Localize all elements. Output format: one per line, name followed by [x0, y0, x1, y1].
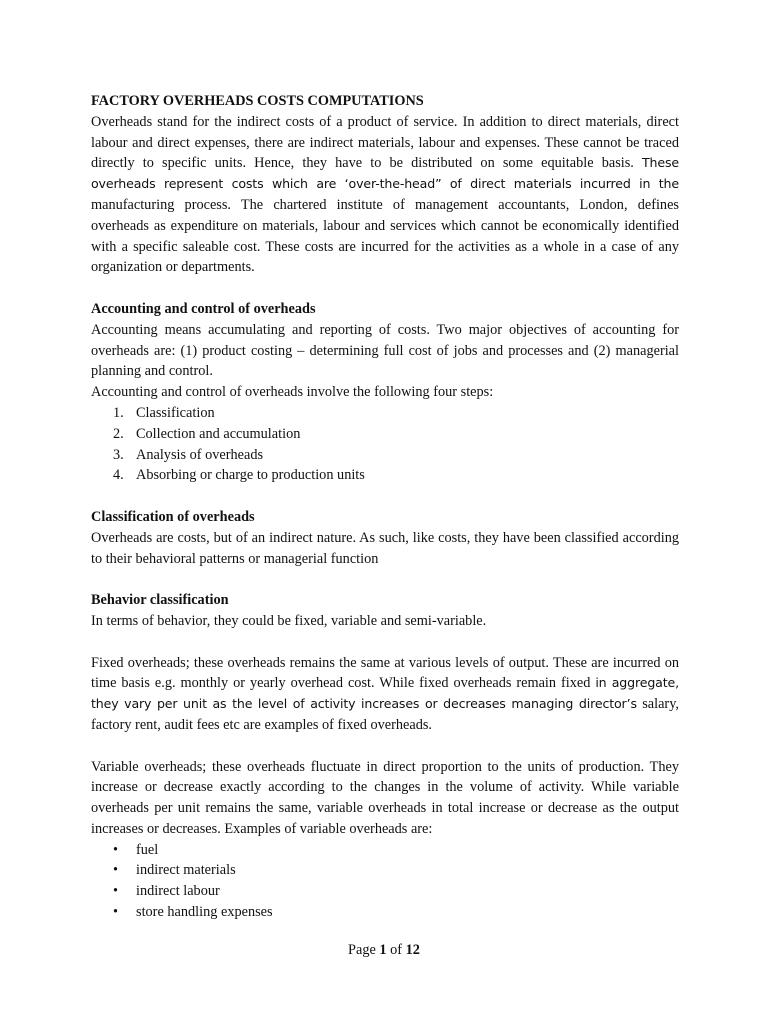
intro-text-3: manufacturing process. The chartered institute of management accountants, London, defines overheads as expenditure on materials, labour and services which cannot be economically identified with a specific saleable cost. These costs are incurred for the activities as a whole in a case of any organization or departments.	[91, 196, 679, 276]
bullet-icon: •	[113, 862, 119, 879]
intro-text-1: Overheads stand for the indirect costs of a product of service. In addition to direct materials, direct labour and direct expenses, there are indirect materials, labour and expenses. These cannot be traced directly to specific units. Hence, they have to be distributed on some equitable basis.	[91, 113, 679, 172]
accounting-paragraph: Accounting means accumulating and reporting of costs. Two major objectives of accounting for overheads are: (1) product costing – determining full cost of jobs and processes and (2) managerial planning and control.	[91, 321, 679, 380]
intro-text-2: These overheads represent costs which are ‘over-the-head” of direct materials incurred in the	[91, 155, 679, 192]
variable-examples-list	[91, 840, 679, 923]
fixed-text-1: Fixed overheads; these overheads remains the same at various levels of output. These are incurred on time basis e.g. monthly or yearly overhead cost. While fixed overheads remain fixed	[91, 654, 679, 692]
list-item: 2. Collection and accumulation	[113, 425, 301, 442]
classification-heading: Classification of overheads	[91, 508, 255, 525]
list-item: • store handling expenses	[91, 902, 679, 923]
classification-paragraph: Overheads are costs, but of an indirect nature. As such, like costs, they have been classified according to their behavioral patterns or managerial function	[91, 529, 679, 567]
behavior-paragraph: In terms of behavior, they could be fixed, variable and semi-variable.	[91, 612, 487, 629]
intro-paragraph	[91, 112, 679, 278]
fixed-text-2: in aggregate, they vary per unit as the level of activity increases or decreases managing director’s	[91, 675, 679, 712]
list-item: 4. Absorbing or charge to production units	[113, 467, 365, 484]
accounting-steps-intro: Accounting and control of overheads involve the following four steps:	[91, 384, 494, 401]
behavior-heading: Behavior classification	[91, 592, 229, 609]
list-item: • fuel	[91, 840, 679, 861]
variable-overheads-paragraph: Variable overheads; these overheads fluctuate in direct proportion to the units of production. They increase or decrease exactly according to the changes in the volume of activity. While variable overheads per unit remains the same, variable overheads in total increase or decrease as the output increases or decreases. Examples of variable overheads are:	[91, 758, 679, 837]
accounting-heading: Accounting and control of overheads	[91, 300, 316, 317]
list-item: • indirect materials	[91, 860, 679, 881]
bullet-icon: •	[113, 883, 119, 900]
accounting-steps-list	[91, 403, 679, 486]
list-item: 3. Analysis of overheads	[113, 446, 264, 463]
page-number: Page 1 of 12	[348, 942, 420, 958]
fixed-overheads-paragraph	[91, 653, 679, 736]
bullet-icon: •	[113, 841, 119, 858]
list-item: • indirect labour	[91, 881, 679, 902]
document-body	[91, 91, 679, 923]
page-title: FACTORY OVERHEADS COSTS COMPUTATIONS	[91, 93, 424, 109]
list-item: 1. Classification	[113, 404, 215, 421]
bullet-icon: •	[113, 904, 119, 921]
fixed-text-3: salary, factory rent, audit fees etc are examples of fixed overheads.	[91, 696, 679, 733]
